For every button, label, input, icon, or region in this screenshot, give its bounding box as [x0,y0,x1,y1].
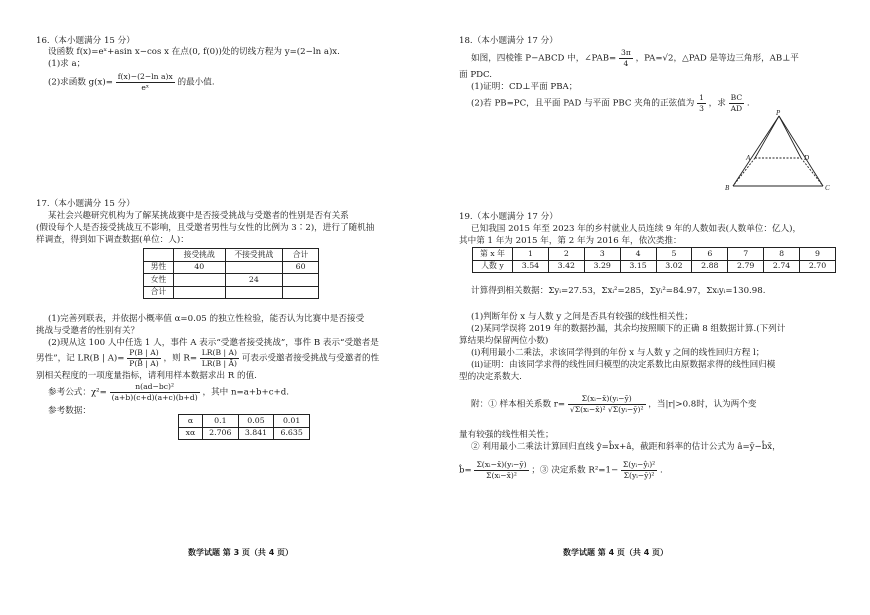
chi-critical-table [178,414,310,440]
note-r2-lead: ；③ 决定系数 R²=1− [531,465,619,476]
ct-header-accept: 接受挑战 [173,249,225,262]
emp-header-year: 第 x 年 [473,248,513,261]
edge-dc [801,158,823,186]
q19-heading: 19.（本小题满分 17 分） [459,212,558,222]
q17-line-2: (假设每个人是否接受挑战互不影响，且受邀者男性与女性的比例为 3∶2)，进行了随机抽 [36,223,375,233]
q18-p2-lead: (2)若 PB=PC，且平面 PAD 与平面 PBC 夹角的正弦值为 [471,98,695,109]
emp-cell-year: 8 [764,248,800,261]
q17-lr-den: P(B̄ | A) [129,358,159,368]
emp-cell-year: 7 [728,248,764,261]
ct-cell [225,261,283,274]
q17-line-3: 样调查，得到如下调查数据(单位：人)： [36,235,189,245]
emp-cell-people: 3.02 [656,260,692,273]
label-a: A [746,154,751,162]
emp-cell-people: 2.70 [800,260,836,273]
chi-tail: ，其中 n=a+b+c+d. [202,387,289,398]
emp-row-year [473,248,836,261]
q17-r-fraction [200,348,239,368]
q17-line-1: 某社会兴趣研究机构为了解某挑战赛中是否接受挑战与受邀者的性别是否有关系 [48,211,349,221]
q17-part-1-b: 挑战与受邀者的性别有关？ [36,326,140,336]
ct-cell: 女性 [144,274,174,287]
q19-part-2-i: (ⅰ)利用最小二乘法，求该同学得到的年份 x 与人数 y 之间的线性回归方程 l； [471,348,765,358]
q18-ratio-num: BC [729,93,745,104]
q16-part-1: (1)求 a； [48,59,86,69]
label-b: B [725,184,730,192]
q17-r-tail: 可表示受邀者接受挑战与受邀者的性 [241,353,380,364]
q17-ref-data-label: 参考数据： [48,406,91,416]
q18-l1-lead: 如图，四棱锥 P−ABCD 中，∠PAB= [471,53,617,64]
chi-cell: xα [179,427,203,440]
emp-cell-people: 2.74 [764,260,800,273]
q16-heading: 16.（本小题满分 15 分） [36,36,135,46]
ct-cell [173,274,225,287]
q17-part-2-b [36,348,379,368]
emp-cell-year: 9 [800,248,836,261]
chi-fraction [110,382,200,402]
q18-p2-tail: . [746,98,750,109]
q17-part-1-a: (1)完善列联表，并依据小概率值 α=0.05 的独立性检验，能否认为比赛中是否接受 [48,314,365,324]
ct-header-total: 合计 [283,249,319,262]
q19-line-1: 已知我国 2015 年至 2023 年的乡村就业人员连续 9 年的人数如表(人数单位：亿人)， [471,224,802,234]
employment-table [472,247,836,273]
chi-cell: 3.841 [238,427,274,440]
q19-part-2-ii-a: (ⅱ)证明：由该同学求得的线性回归模型的决定系数比由原数据求得的线性回归模 [471,360,776,370]
emp-cell-year: 6 [692,248,728,261]
chi-cell: α [179,415,203,428]
note-b-den: Σ(xᵢ−x̄)² [486,470,517,480]
note-r-lead: 附：① 样本相关系数 r= [471,399,566,410]
label-c: C [825,184,830,192]
emp-cell-people: 3.15 [620,260,656,273]
q16-part-2-tail: 的最小值. [177,77,215,88]
note-r-den: √Σ(xᵢ−x̄)² √Σ(yᵢ−ȳ)² [569,404,644,414]
note-b-lead: b̂= [459,465,472,476]
q18-sine-den: 3 [699,103,704,113]
q18-heading: 18.（本小题满分 17 分） [459,36,558,46]
q18-angle-num: 3π [621,48,631,57]
q19-note-1 [471,394,756,414]
q18-sine-fraction [697,93,706,113]
q19-part-1: (1)判断年份 x 与人数 y 之间是否具有较强的线性相关性； [471,312,693,322]
ct-cell: 40 [173,261,225,274]
q18-line-2: 面 PDC. [459,70,492,80]
ct-cell [283,274,319,287]
q19-part-2-a: (2)某同学误将 2019 年的数据抄漏，其余均按照顺下的正确 8 组数据计算.(下列计 [471,324,786,334]
edge-ab [733,158,755,186]
q18-line-1 [471,48,799,68]
contingency-table [143,248,319,299]
emp-cell-year: 4 [620,248,656,261]
edge-pb [733,116,779,186]
ct-cell [225,286,283,299]
chi-cell: 0.1 [203,415,239,428]
q16-part-2-lead: (2)求函数 g(x)= [48,77,113,88]
q19-part-2-b: 算结果均保留两位小数) [459,336,549,346]
emp-cell-year: 3 [584,248,620,261]
chi-lead: 参考公式：χ²= [48,387,107,398]
chi-cell: 0.05 [238,415,274,428]
note-r2-tail: . [659,465,663,476]
edge-pc [779,116,823,186]
ct-cell: 24 [225,274,283,287]
note-r-tail: ，当|r|>0.8时，认为两个变 [648,399,757,410]
q18-p2-mid: ，求 [708,98,726,109]
emp-row-people [473,260,836,273]
right-page [435,0,870,615]
emp-cell-people: 2.88 [692,260,728,273]
label-p: P [776,110,781,117]
q17-heading: 17.（本小题满分 15 分） [36,199,135,209]
emp-cell-people: 3.29 [584,260,620,273]
ct-cell: 合计 [144,286,174,299]
q19-note-1-cont: 量有较强的线性相关性； [459,430,554,440]
q18-l1-tail: ，PA=√2，△PAD 是等边三角形，AB⊥平 [635,53,799,64]
chi-cell: 6.635 [274,427,310,440]
emp-cell-people: 3.42 [548,260,584,273]
edge-pd [779,116,801,158]
ct-header-blank [144,249,174,262]
q17-r-num: LR(B | A) [201,348,237,357]
emp-cell-year: 5 [656,248,692,261]
q18-part-1: (1)证明：CD⊥平面 PBA； [471,82,578,92]
chi-den: (a+b)(c+d)(a+c)(b+d) [111,392,198,402]
emp-cell-year: 2 [548,248,584,261]
q18-angle-den: 4 [623,58,629,68]
note-b-num: Σ(xᵢ−x̄)(yᵢ−ȳ) [476,460,527,469]
q17-lr-lead: 男性”，记 LR(B | A)= [36,353,125,364]
q19-line-2: 其中第 1 年为 2015 年，第 2 年为 2016 年，依次类推： [459,236,682,246]
ct-cell [283,286,319,299]
chi-num: n(ad−bc)² [110,382,200,393]
q17-lr-fraction [127,348,161,368]
q17-part-2-a: (2)现从这 100 人中任选 1 人，事件 A 表示“受邀者接受挑战”，事件 B 表示“受邀者是 [48,338,379,348]
note-r2-fraction [621,460,657,480]
q18-sine-num: 1 [699,93,704,102]
ct-cell: 60 [283,261,319,274]
chi-cell: 0.01 [274,415,310,428]
q16-frac-den: eˣ [141,82,150,92]
q16-line-1: 设函数 f(x)=eˣ+asin x−cos x 在点(0, f(0))处的切线方程为 y=(2−ln a)x. [48,47,340,57]
note-r2-den: Σ(yᵢ−ȳ)² [623,470,655,480]
pyramid-figure [725,110,835,192]
ct-cell [173,286,225,299]
right-page-footer: 数学试题 第 4 页（共 4 页） [563,548,669,557]
q18-ratio-den: AD [730,103,743,113]
q16-part-2 [48,72,215,92]
emp-cell-people: 2.79 [728,260,764,273]
q17-ref-formula [48,382,289,402]
ct-header-reject: 不接受挑战 [225,249,283,262]
q18-angle-fraction [619,48,633,68]
q16-frac-num: f(x)−(2−ln a)x [117,72,173,81]
note-r-num: Σ(xᵢ−x̄)(yᵢ−ȳ) [568,394,646,405]
q18-part-2 [471,93,750,113]
emp-cell-year: 1 [513,248,549,261]
ct-cell: 男性 [144,261,174,274]
chi-cell: 2.706 [203,427,239,440]
note-r2-num: Σ(yᵢ−ŷᵢ)² [622,460,656,469]
q17-part-2-c: 别相关程度的一项度量指标，请利用样本数据求出 R 的值. [36,371,257,381]
q19-note-2: ② 利用最小二乘法计算回归直线 ŷ=b̂x+â，截距和斜率的估计公式为 â=ȳ−b̂x̄， [471,442,781,452]
note-r-fraction [568,394,646,414]
edge-pa [755,116,779,158]
emp-header-people: 人数 y [473,260,513,273]
q17-lr-num: P(B | A) [129,348,159,357]
q19-part-2-ii-b: 型的决定系数大. [459,372,522,382]
q19-calc: 计算得到相关数据：Σyᵢ=27.53，Σxᵢ²=285，Σyᵢ²=84.97，Σxᵢyᵢ=130.98. [471,286,766,296]
emp-cell-people: 3.54 [513,260,549,273]
left-page-footer: 数学试题 第 3 页（共 4 页） [188,548,294,557]
label-d: D [804,154,810,162]
q17-r-lead: ，则 R= [163,353,198,364]
note-b-fraction [474,460,528,480]
q19-note-3 [459,460,663,480]
q17-r-den: LR(B | Ā) [201,358,237,368]
q16-fraction [116,72,175,92]
